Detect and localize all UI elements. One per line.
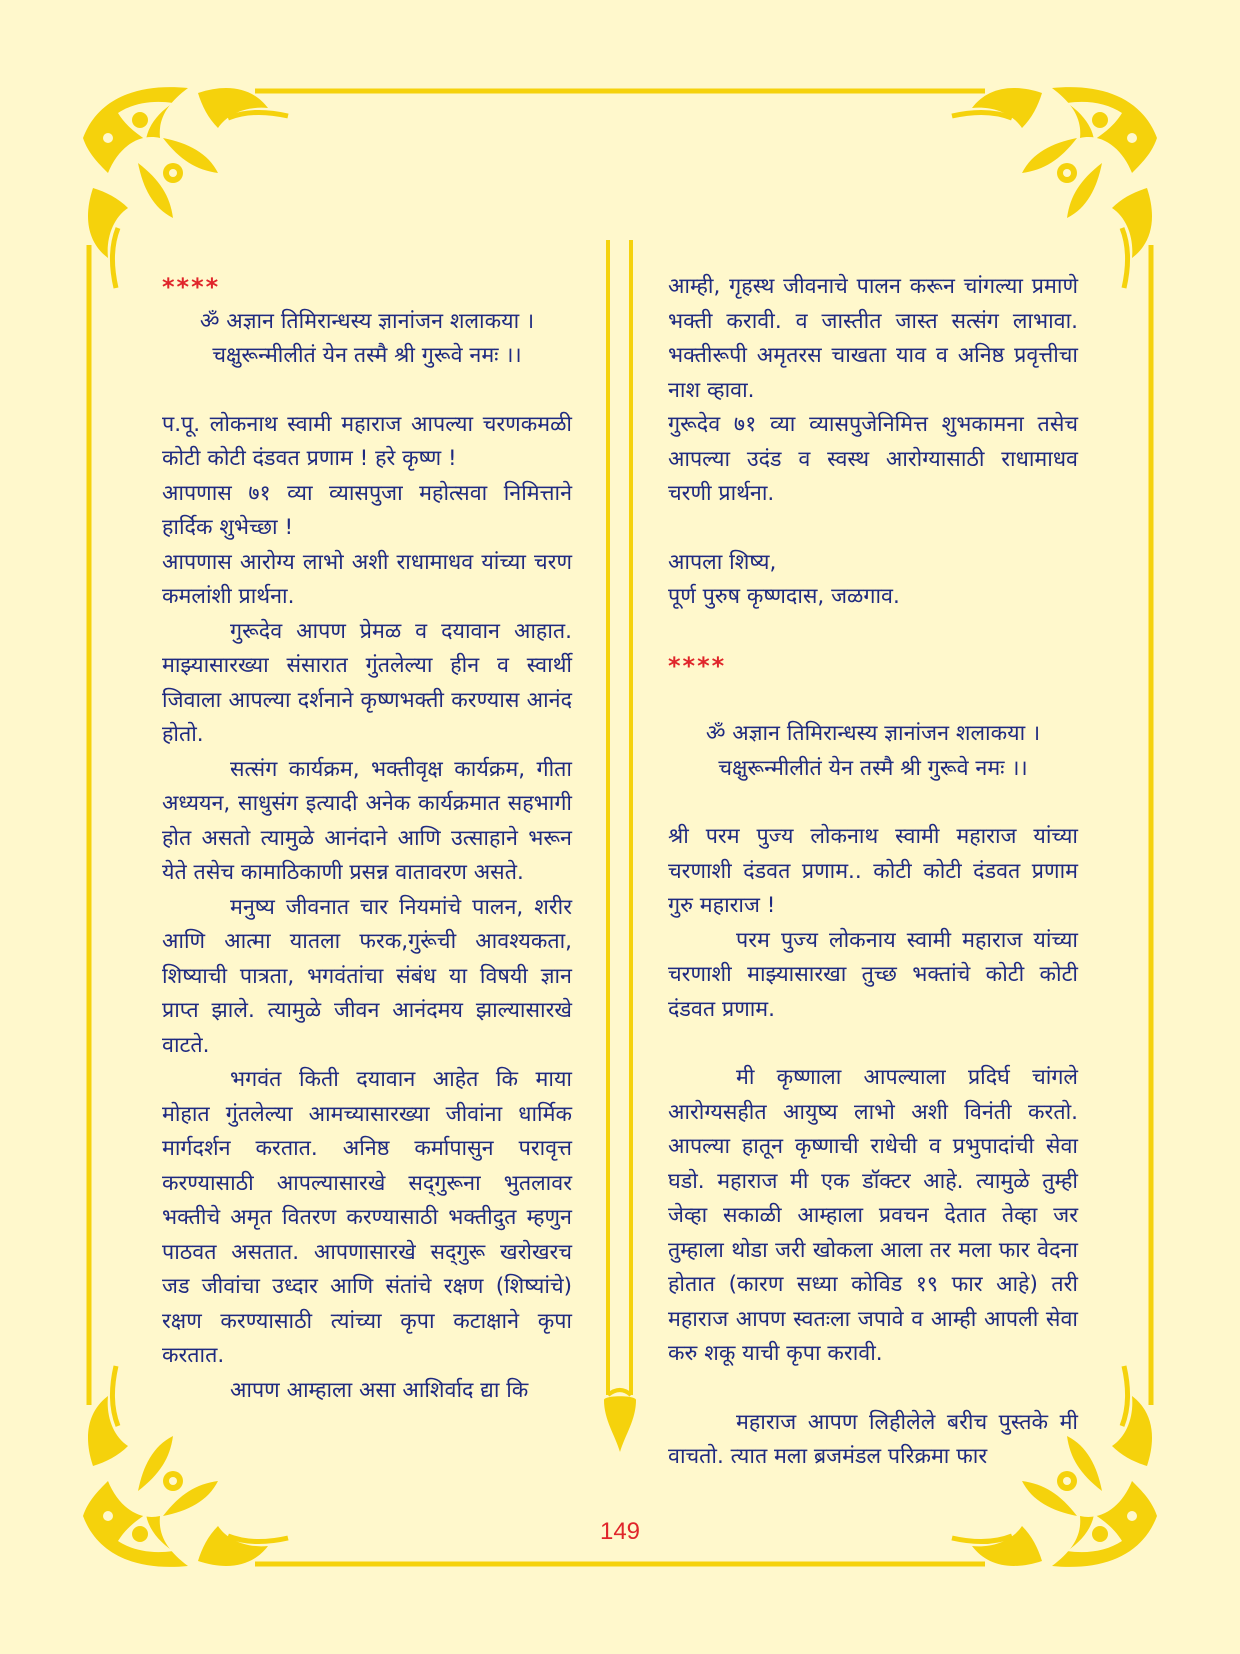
paragraph: महाराज आपण लिहीलेले बरीच पुस्तके मी वाचतो. त्यात मला ब्रजमंडल परिक्रमा फार [668, 1409, 1078, 1469]
signature-line: आपला शिष्य, [668, 549, 777, 575]
spacer [668, 1027, 1078, 1061]
spacer [162, 374, 572, 408]
right-column [668, 270, 1078, 1475]
paragraph: आपण आम्हाला असा आशिर्वाद द्या कि [230, 1377, 529, 1403]
paragraph: गुरूदेव आपण प्रेमळ व दयावान आहात. माझ्यासारख्या संसारात गुंतलेल्या हीन व स्वार्थी जिवाला आपल्या दर्शनाने कृष्णभक्ती करण्यास आनंद होतो. [162, 618, 572, 747]
verse-line: चक्षुरून्मीलीतं येन तस्मै श्री गुरूवे नमः ।। [212, 343, 522, 368]
paragraph: मनुष्य जीवनात चार नियमांचे पालन, शरीर आणि आत्मा यातला फरक,गुरूंची आवश्यकता, शिष्याची पात्रता, भगवंतांचा संबंध या विषयी ज्ञान प्राप्त झाले. त्यामुळे जीवन आनंदमय झाल्यासारखे वाटते. [162, 894, 572, 1058]
signature-name: पूर्ण पुरुष कृष्णदास, जळगाव. [668, 584, 900, 609]
spacer [668, 512, 1078, 546]
spacer [668, 1372, 1078, 1406]
verse-line: ॐ अज्ञान तिमिरान्धस्य ज्ञानांजन शलाकया । [705, 721, 1041, 746]
spacer [668, 683, 1078, 717]
verse-line: चक्षुरून्मीलीतं येन तस्मै श्री गुरूवे नमः ।। [718, 755, 1028, 781]
paragraph: प.पू. लोकनाथ स्वामी महाराज आपल्या चरणकमळी कोटी कोटी दंडवत प्रणाम ! हरे कृष्ण ! [162, 411, 572, 471]
paragraph: सत्संग कार्यक्रम, भक्तीवृक्ष कार्यक्रम, गीता अध्ययन, साधुसंग इत्यादी अनेक कार्यक्रमात सहभागी होत असतो त्यामुळे आनंदाने आणि उत्साहाने भरून येते तसेच कामाठिकाणी प्रसन्न वातावरण असते. [162, 756, 572, 885]
verse-line: ॐ अज्ञान तिमिरान्धस्य ज्ञानांजन शलाकया । [199, 308, 535, 334]
paragraph: गुरूदेव ७१ व्या व्यासपुजेनिमित्त शुभकामना तसेच आपल्या उदंड व स्वस्थ आरोग्यासाठी राधामाधव चरणी प्रार्थना. [668, 412, 1078, 506]
left-column [162, 270, 572, 1408]
stars-separator: **** [162, 273, 221, 301]
spacer [668, 786, 1078, 820]
paragraph: आपणास ७१ व्या व्यासपुजा महोत्सवा निमित्ताने हार्दिक शुभेच्छा ! [162, 480, 572, 540]
paragraph: मी कृष्णाला आपल्याला प्रदिर्घ चांगले आरोग्यसहीत आयुष्य लाभो अशी विनंती करतो. आपल्या हातून कृष्णाची राधेची व प्रभुपादांची सेवा घडो. महाराज मी एक डॉक्टर आहे. त्यामुळे तुम्ही जेव्हा सकाळी आम्हाला प्रवचन देतात तेव्हा जर तुम्हाला थोडा जरी खोकला आला तर मला फार वेदना होतात (कारण सध्या कोविड १९ फार आहे) तरी महाराज आपण स्वतःला जपावे व आम्ही आपली सेवा करु शकू याची कृपा करावी. [668, 1065, 1078, 1366]
paragraph: श्री परम पुज्य लोकनाथ स्वामी महाराज यांच्या चरणाशी दंडवत प्रणाम.. कोटी कोटी दंडवत प्रणाम गुरु महाराज ! [668, 824, 1078, 918]
paragraph: आपणास आरोग्य लाभो अशी राधामाधव यांच्या चरण कमलांशी प्रार्थना. [162, 549, 572, 609]
paragraph: आम्ही, गृहस्थ जीवनाचे पालन करून चांगल्या प्रमाणे भक्ती करावी. व जास्तीत जास्त सत्संग लाभावा. भक्तीरूपी अमृतरस चाखता याव व अनिष्ठ प्रवृत्तीचा नाश व्हावा. [668, 274, 1078, 403]
paragraph: भगवंत किती दयावान आहेत कि माया मोहात गुंतलेल्या आमच्यासारख्या जीवांना धार्मिक मार्गदर्शन करतात. अनिष्ठ कर्मापासुन परावृत्त करण्यासाठी आपल्यासारखे सद्‌गुरूना भुतलावर भक्तीचे अमृत वितरण करण्यासाठी भक्तीदुत म्हणुन पाठवत असतात. आपणासारखे सद्‌गुरू खरोखरच जड जीवांचा उध्दार आणि संतांचे रक्षण (शिष्यांचे) रक्षण करण्यासाठी त्यांच्या कृपा कटाक्षाने कृपा करतात. [162, 1067, 572, 1368]
spacer [668, 615, 1078, 649]
stars-separator: **** [668, 651, 727, 680]
page-number: 149 [599, 1518, 641, 1545]
paragraph: परम पुज्य लोकनाय स्वामी महाराज यांच्या चरणाशी माझ्यासारखा तुच्छ भक्तांचे कोटी कोटी दंडवत प्रणाम. [668, 927, 1078, 1022]
